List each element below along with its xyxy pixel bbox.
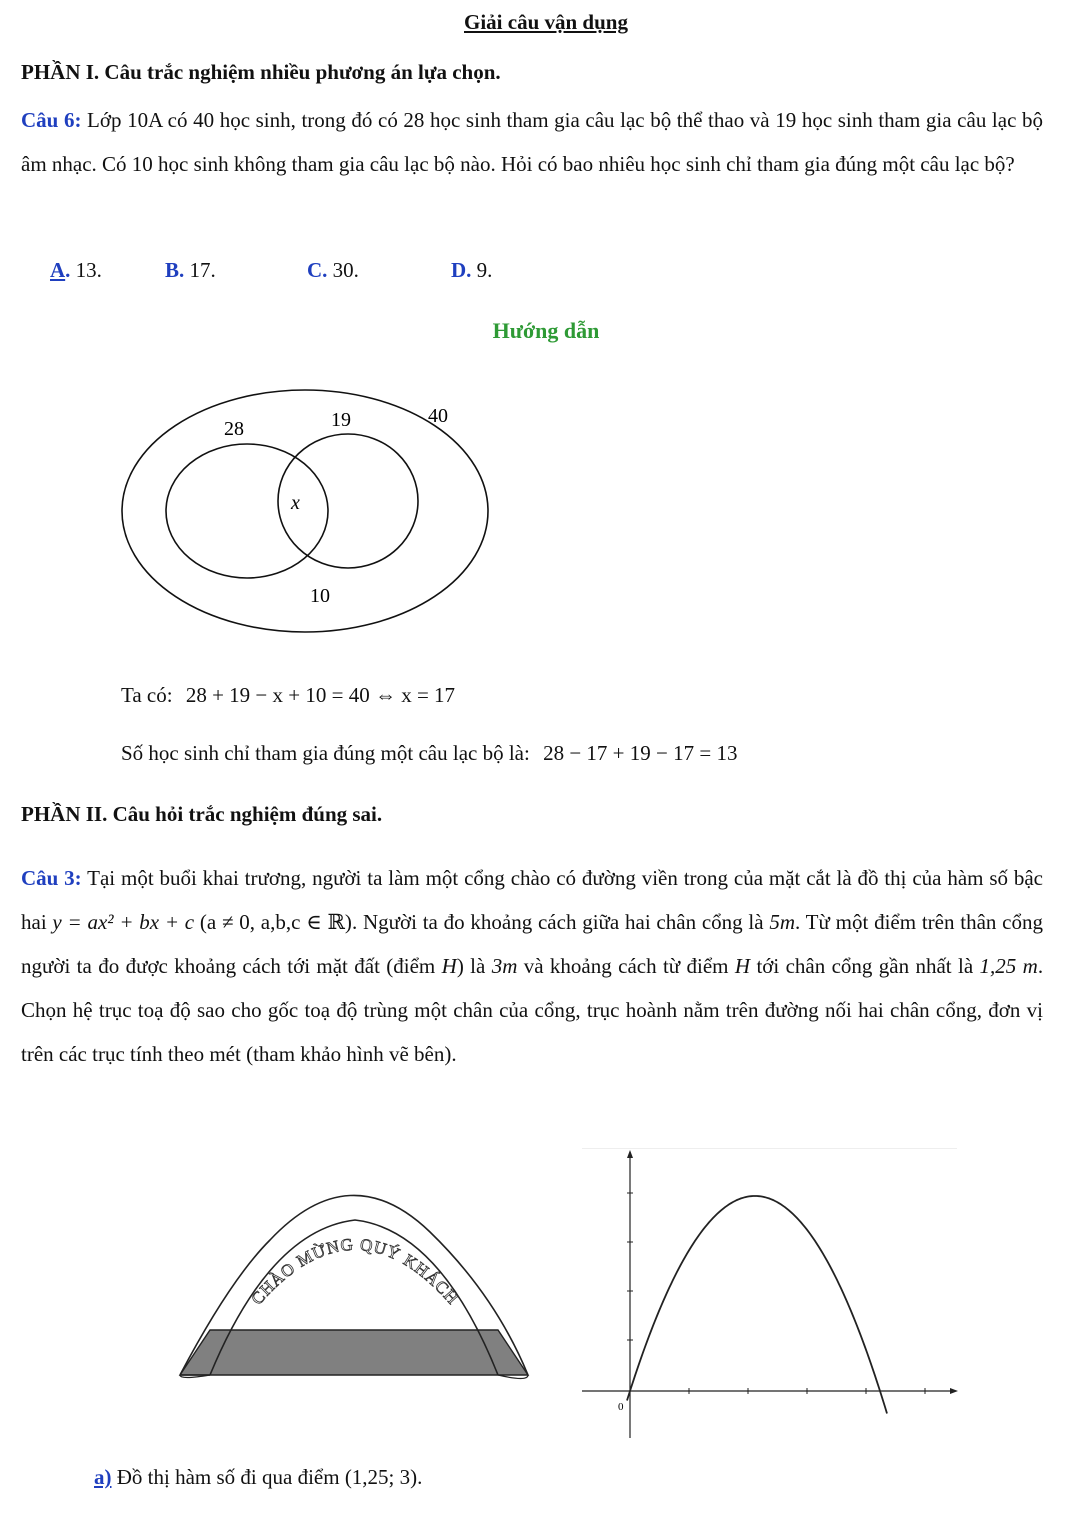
option-c-value: 30.: [332, 258, 359, 282]
sub-question-a: [94, 1465, 422, 1490]
coefficient-condition: (a ≠ 0, a,b,c ∈ ℝ): [199, 910, 352, 934]
option-b-value: 17.: [189, 258, 216, 282]
part2-heading: PHẦN II. Câu hỏi trắc nghiệm đúng sai.: [21, 802, 383, 826]
guide-heading: Hướng dẫn: [492, 318, 600, 343]
origin-label: 0: [618, 1401, 624, 1413]
option-b: B. 17.: [165, 258, 216, 282]
option-a-letter: A: [50, 258, 66, 282]
question-6-text: Lớp 10A có 40 học sinh, trong đó có 28 học sinh tham gia câu lạc bộ thể thao và 19 học sinh tham gia câu lạc bộ âm nhạc. Có 10 học sinh không tham gia câu lạc bộ nào. Hỏi có bao nhiêu học sinh chỉ tham gia đúng một câu lạc bộ?: [21, 108, 1043, 176]
parabola-graph: [582, 1148, 967, 1448]
part1-heading: PHẦN I. Câu trắc nghiệm nhiều phương án lựa chọn.: [21, 60, 501, 84]
venn-sport-circle: [166, 444, 328, 578]
solution-line-2-prefix: Số học sinh chỉ tham gia đúng một câu lạc bộ là:: [121, 741, 530, 765]
arch-illustration: [170, 1170, 540, 1435]
sub-question-a-text: Đồ thị hàm số đi qua điểm: [116, 1465, 340, 1489]
arch-banner-text: CHÀO MỪNG QUÝ KHÁCH: [247, 1234, 463, 1309]
solution-line-1-math: 28 + 19 − x + 10 = 40 ⇔ x = 17: [185, 683, 456, 707]
solution-line-2-math: 28 − 17 + 19 − 17 = 13: [543, 741, 738, 765]
solution-line-1-prefix: Ta có:: [121, 683, 173, 707]
solution-line-1: [121, 683, 455, 708]
option-a: A. 13.: [50, 258, 102, 282]
option-d: D. 9.: [451, 258, 493, 282]
venn-label-right: 19: [331, 409, 351, 431]
question-6-label: Câu 6:: [21, 108, 82, 132]
x-axis-arrow-icon: [950, 1388, 958, 1394]
sub-question-a-math: (1,25; 3).: [344, 1465, 423, 1489]
option-c-letter: C: [307, 258, 323, 282]
y-axis-arrow-icon: [627, 1150, 633, 1158]
option-d-letter: D: [451, 258, 467, 282]
solution-line-2: [121, 741, 737, 766]
venn-label-total: 40: [428, 405, 448, 427]
question-3: Câu 3: Tại một buổi khai trương, người ta làm một cổng chào có đường viền trong của mặt cắt là đồ thị của hàm số bậc hai y = ax² + bx + c (a ≠ 0, a,b,c ∈ ℝ). Người ta đo khoảng cách giữa hai chân cổng là 5m. Từ một điểm trên thân cổng người ta đo được khoảng cách tới mặt đất (điểm H) là 3m và khoảng cách từ điểm H tới chân cổng gần nhất là 1,25 m. Chọn hệ trục toạ độ sao cho gốc toạ độ trùng một chân của cổng, trục hoành nằm trên đường nối hai chân cổng, đơn vị trên các trục tính theo mét (tham khảo hình vẽ bên).: [21, 866, 1044, 1066]
question-3-label: Câu 3:: [21, 866, 82, 890]
option-b-letter: B: [165, 258, 180, 282]
page-title: Giải câu vận dụng: [464, 10, 628, 34]
parabola-curve: [627, 1196, 887, 1414]
venn-diagram: [110, 380, 490, 650]
question-6: [21, 98, 1043, 186]
venn-label-intersection: x: [291, 492, 300, 514]
option-c: C. 30.: [307, 258, 359, 282]
option-d-value: 9.: [476, 258, 493, 282]
quadratic-function: y = ax² + bx + c: [52, 910, 195, 934]
sub-question-a-label: a): [94, 1465, 112, 1489]
venn-label-left: 28: [224, 418, 244, 440]
venn-label-outside: 10: [310, 585, 330, 607]
option-a-value: 13.: [75, 258, 102, 282]
arch-base-block: [180, 1330, 528, 1375]
